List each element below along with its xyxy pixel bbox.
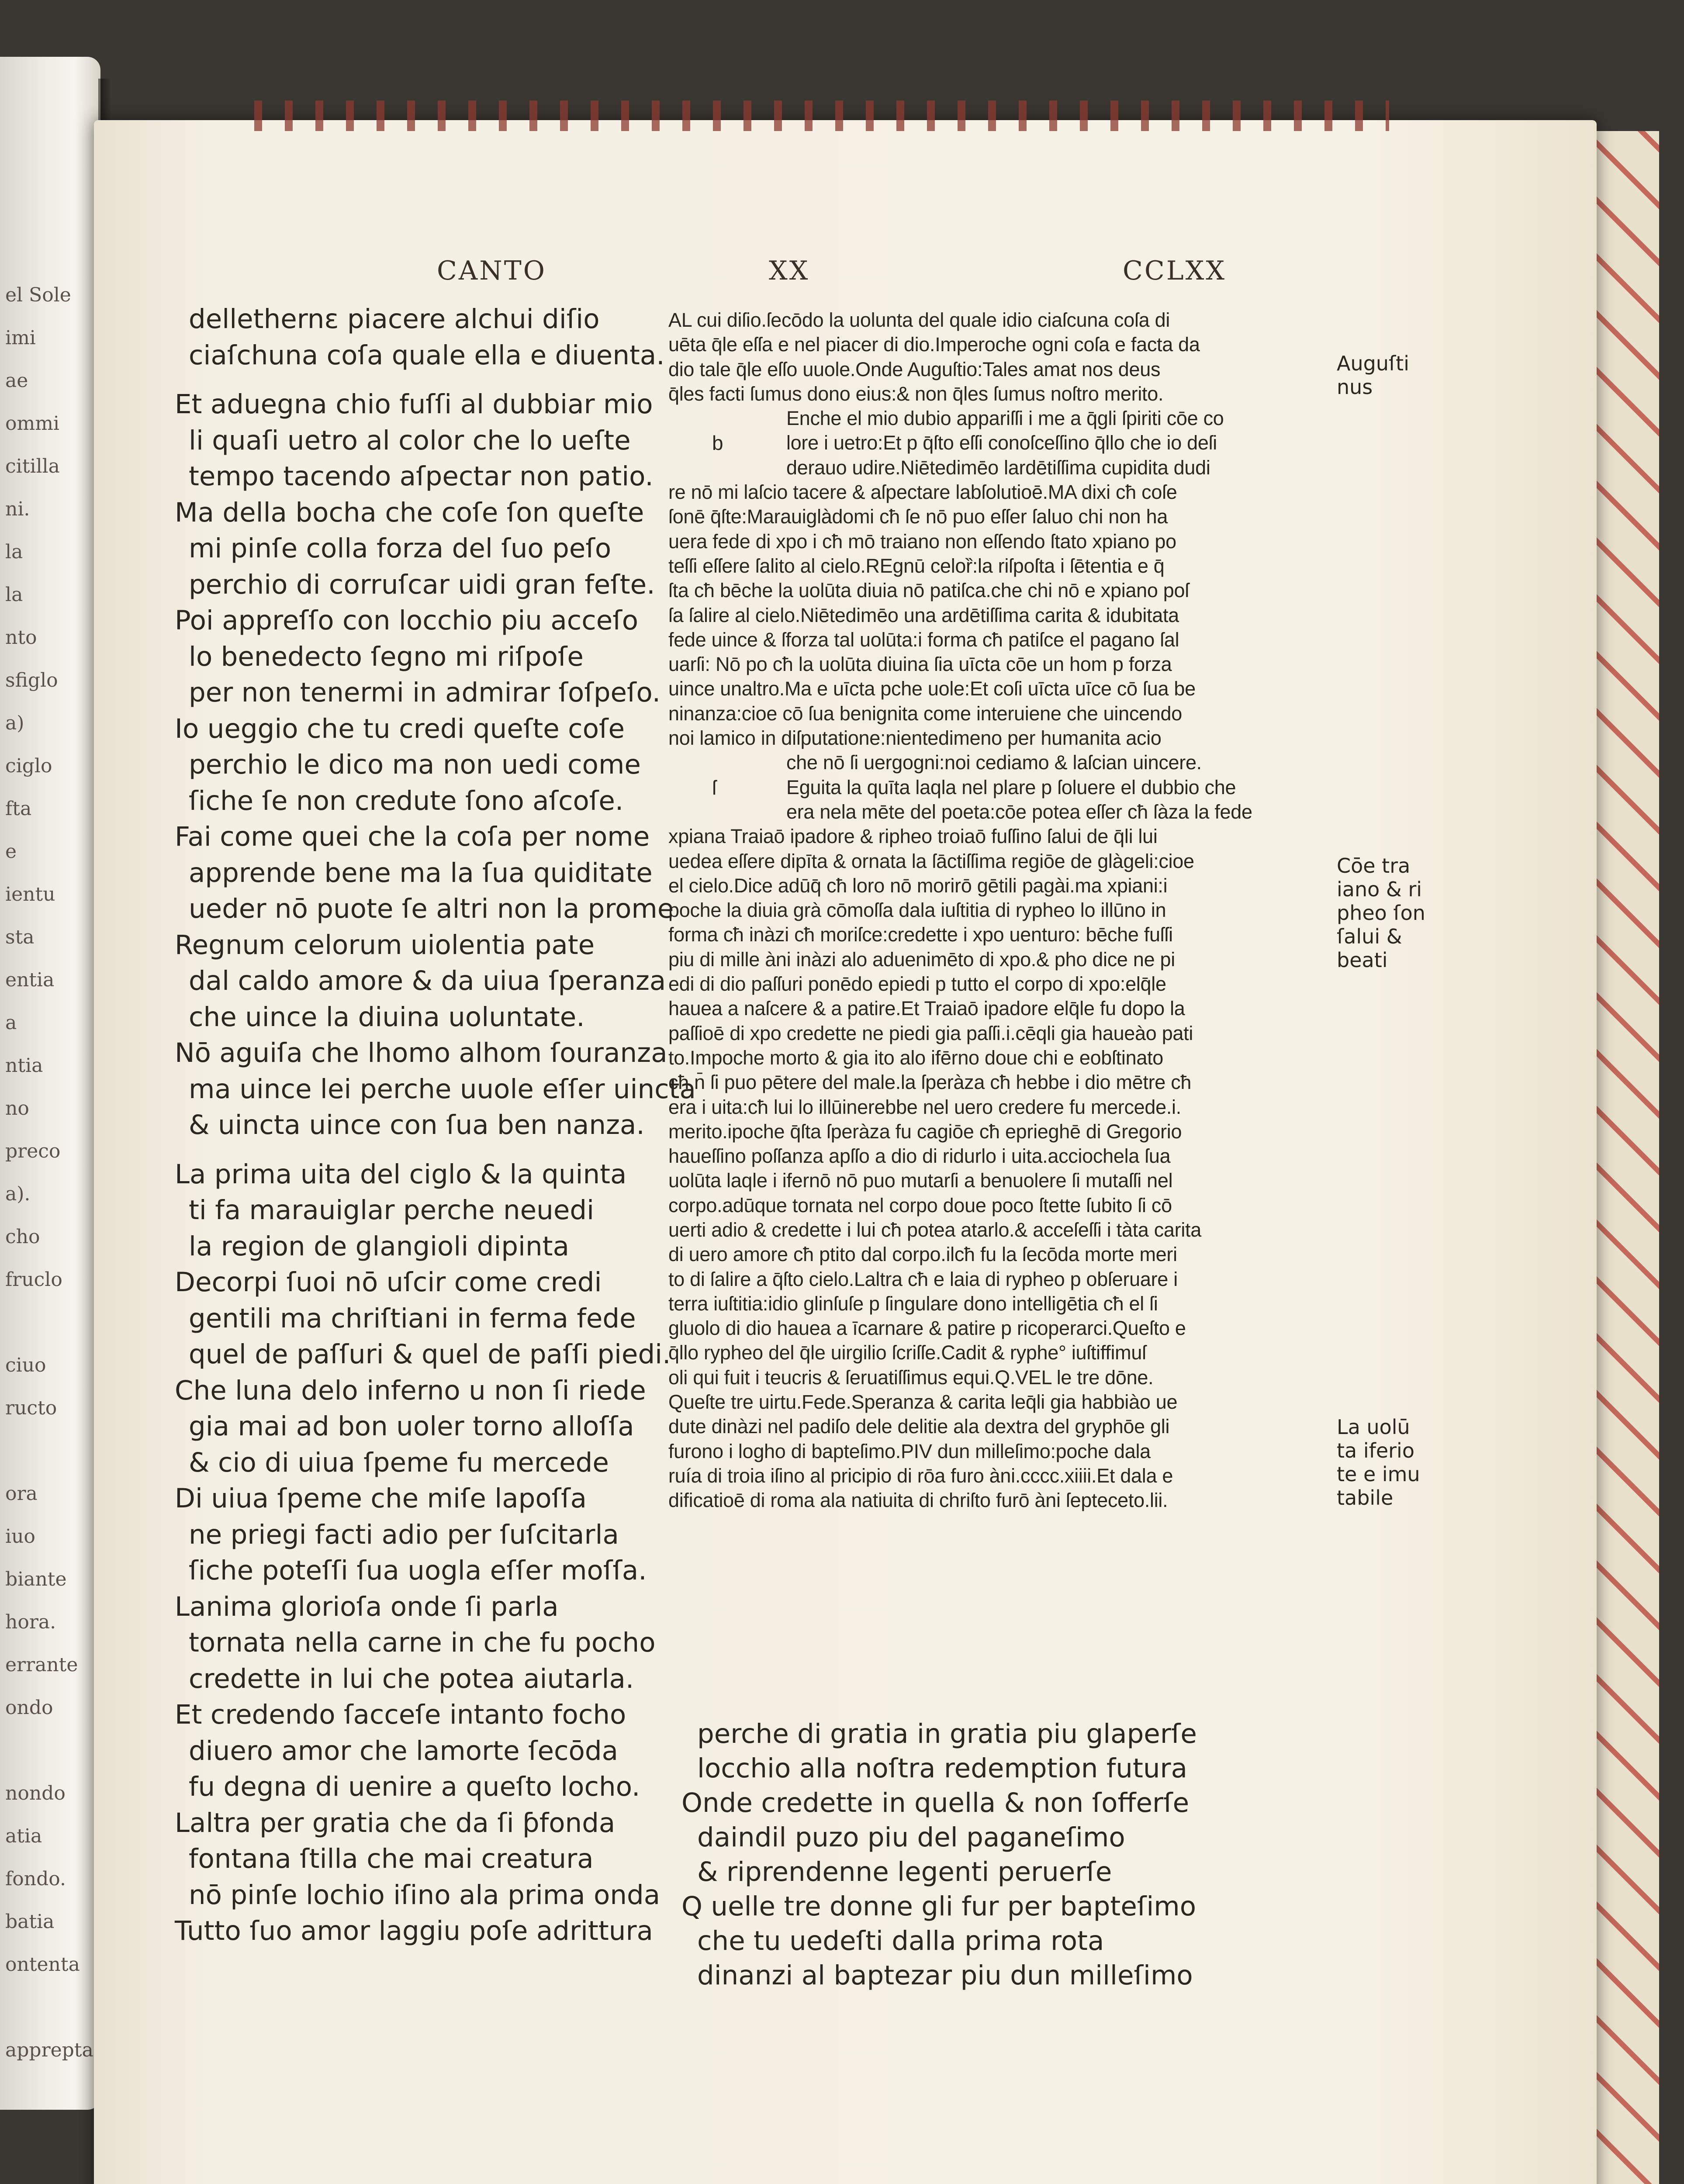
- commentary-line: [668, 554, 1337, 578]
- verse-line: Che luna delo inferno u non ſi riede: [175, 1375, 646, 1406]
- verse-line: lo benedecto ſegno mi riſpoſe: [189, 641, 584, 672]
- commentary-line: [668, 1488, 1337, 1513]
- commentary-text: ſa ſalire al cielo.Niētedimēo una ardētiſſima carita & idubitata: [668, 604, 1179, 626]
- commentary-text: to.Impoche morto & gia ito alo ifērno doue chi e eobſtinato: [668, 1046, 1164, 1069]
- verse-line: Laltra per gratia che da ſi ƥfonda: [175, 1807, 616, 1838]
- verse-line: ti fa marauiglar perche neuedi: [189, 1195, 595, 1226]
- facing-page-fragment: batia: [5, 1911, 55, 1933]
- facing-page-fragment: no: [5, 1097, 29, 1120]
- verse-column-right: [681, 1717, 1293, 1993]
- gloss-line: pheo ſon: [1337, 901, 1425, 925]
- facing-page-fragment: ructo: [5, 1397, 57, 1419]
- facing-page-fragment: citilla: [5, 455, 60, 477]
- commentary-text: q̄les facti ſumus dono eius:& non q̄les ſumus noſtro merito.: [668, 382, 1164, 405]
- commentary-text: uolūta laqle i ifernō nō puo mutarſi a benuolere ſi mutaſſi nel: [668, 1169, 1173, 1192]
- verse-line: Poi appreſſo con locchio piu acceſo: [175, 605, 639, 636]
- verse-line: Et aduegna chio fuſſi al dubbiar mio: [175, 389, 653, 420]
- commentary-line: [668, 1316, 1337, 1341]
- facing-page-fragment: fruclo: [5, 1268, 62, 1291]
- commentary-line: [668, 726, 1337, 750]
- commentary-text: teſſi eſſere ſalito al cielo.REgnū celoȑ:la riſpoſta i ſētentia e q̄: [668, 554, 1165, 577]
- verse-line: che tu uedeſti dalla prima rota: [697, 1925, 1104, 1956]
- commentary-text: haueſſino poſſanza apſſo a dio di ridurlo i uita.acciochela ſua: [668, 1145, 1171, 1168]
- facing-page-fragment: ora: [5, 1482, 38, 1505]
- commentary-text: che nō ſi uergogni:noi cediamo & laſcian uincere.: [786, 751, 1202, 774]
- commentary-line: [668, 898, 1337, 923]
- verse-line: apprende bene ma la ſua quiditate: [189, 857, 653, 888]
- verse-line: per non tenermi in admirar ſoſpeſo.: [189, 677, 661, 708]
- commentary-text: uēta q̄le eſſa e nel piacer di dio.Imperoche ogni coſa e facta da: [668, 333, 1200, 356]
- verse-line: dellethernɛ piacere alchui diſio: [189, 304, 600, 335]
- facing-page-fragment: ientu: [5, 883, 55, 905]
- commentary-line: [668, 1021, 1337, 1046]
- facing-page-fragment: sta: [5, 926, 35, 948]
- verse-line: dal caldo amore & da uiua ſperanza: [189, 965, 666, 996]
- verse-line: mi pinſe colla forza del ſuo peſo: [189, 533, 612, 564]
- verse-line: che uince la diuina uoluntate.: [189, 1001, 585, 1033]
- commentary-line: [668, 529, 1337, 554]
- facing-page-fragment: ontenta: [5, 1953, 80, 1976]
- commentary-line: [668, 947, 1337, 972]
- binding-fold-edge: [1590, 131, 1659, 2184]
- commentary-line: [668, 382, 1337, 406]
- commentary-line: [668, 677, 1337, 701]
- marginal-gloss-volunta: [1337, 1415, 1420, 1510]
- paragraph-marker: ſ: [712, 776, 716, 799]
- verse-line: perchio le dico ma non uedi come: [189, 749, 641, 780]
- commentary-line: [668, 702, 1337, 726]
- facing-page-fragment: preco: [5, 1140, 61, 1162]
- gloss-line: te e imu: [1337, 1462, 1420, 1486]
- verse-line: Nō aguiſa che lhomo alhom ſouranza: [175, 1037, 667, 1068]
- facing-page-fragment: ondo: [5, 1697, 53, 1719]
- facing-page-fragment: a).: [5, 1183, 31, 1205]
- commentary-text: merito.ipoche q̄ſta ſperàza fu cagiōe cħ eprieghē di Gregorio: [668, 1120, 1182, 1143]
- facing-page-fragment: el Sole: [5, 284, 71, 306]
- commentary-line: [668, 750, 1337, 775]
- facing-page-fragment: fta: [5, 798, 32, 820]
- commentary-text: re nō mi laſcio tacere & aſpectare labſolutioē.MA dixi cħ coſe: [668, 481, 1177, 504]
- commentary-text: uarſi: Nō po cħ la uolūta diuina ſia uīcta cōe un hom p forza: [668, 653, 1172, 676]
- gloss-line: La uolū: [1337, 1415, 1410, 1439]
- verse-line: nō pinſe lochio iſino ala prima onda: [189, 1879, 660, 1911]
- commentary-text: piu di mille àni inàzi alo aduenimēto di xpo.& pho dice ne pi: [668, 948, 1175, 971]
- verse-line: diuero amor che lamorte ſecōda: [189, 1735, 618, 1766]
- verse-line: quel de paſſuri & quel de paſſi piedi.: [189, 1339, 671, 1370]
- gloss-line: ta iferio: [1337, 1439, 1414, 1462]
- facing-page-fragment: iuo: [5, 1525, 35, 1548]
- commentary-text: q̄llo rypheo del q̄le uirgilio ſcriſſe.Cadit & ryphe° iuſtiffimuſ: [668, 1341, 1146, 1364]
- gloss-line: Cōe tra: [1337, 854, 1411, 878]
- commentary-text: corpo.adūque tornata nel corpo doue poco ſtette ſubito ſi cō: [668, 1194, 1172, 1216]
- verse-line: Lanima glorioſa onde ſi parla: [175, 1591, 559, 1622]
- commentary-text: terra iuſtitia:idio glinſuſe p ſingulare dono intelligētia cħ el ſi: [668, 1292, 1158, 1315]
- commentary-text: ninanza:cioe cō ſua benignita come interuiene che uincendo: [668, 702, 1182, 725]
- commentary-text: derauo udire.Niētedimēo lardētiſſima cupidita dudi: [786, 456, 1210, 479]
- commentary-text: hauea a naſcere & a patire.Et Traiaō ipadore elq̄le fu dopo la: [668, 997, 1185, 1020]
- gloss-line: tabile: [1337, 1486, 1394, 1510]
- verse-line: tempo tacendo aſpectar non patio.: [189, 461, 654, 492]
- verse-line: Fai come quei che la coſa per nome: [175, 821, 650, 852]
- commentary-line: [668, 456, 1337, 480]
- commentary-line: [668, 652, 1337, 677]
- commentary-line: [668, 357, 1337, 382]
- facing-page-fragment: ciuo: [5, 1354, 46, 1376]
- facing-page-fragment: nto: [5, 626, 37, 649]
- commentary-line: [668, 1046, 1337, 1070]
- commentary-text: dio tale q̄le eſſo uuole.Onde Auguſtio:Tales amat nos deus: [668, 358, 1161, 380]
- commentary-text: oli qui fuit i teucris & ſeruatiſſimus equi.Q.VEL le tre dōne.: [668, 1366, 1154, 1389]
- gloss-line: nus: [1337, 375, 1373, 399]
- commentary-text: fede uince & ſforza tal uolūta:i forma cħ patiſce el pagano ſal: [668, 628, 1179, 651]
- running-head-canto-number: XX: [769, 256, 810, 286]
- commentary-line: [668, 1292, 1337, 1316]
- commentary-line: [668, 1193, 1337, 1218]
- commentary-line: [668, 1070, 1337, 1095]
- facing-page-fragment: fondo.: [5, 1868, 66, 1890]
- commentary-line: [668, 1095, 1337, 1120]
- commentary-line: [668, 1242, 1337, 1267]
- commentary-line: [668, 1390, 1337, 1414]
- stanza-gap: [175, 373, 677, 387]
- stanza-gap: [175, 1144, 677, 1157]
- verse-line: locchio alla noſtra redemption futura: [697, 1753, 1188, 1784]
- facing-page-fragment: a: [5, 1012, 17, 1034]
- commentary-text: el cielo.Dice adūq̄ cħ loro nō morirō gētili pagài.ma xpiani:i: [668, 874, 1168, 897]
- commentary-text: era i uita:cħ lui lo illūinerebbe nel uero credere fu mercede.i.: [668, 1095, 1181, 1118]
- commentary-text: gluolo di dio hauea a īcarnare & patire p ricoperarci.Queſto e: [668, 1317, 1186, 1340]
- commentary-line: [668, 824, 1337, 849]
- commentary-text: furono i logho di bapteſimo.PIV dun milleſimo:poche dala: [668, 1440, 1151, 1462]
- verse-line: ſiche poteſſi ſua uogla eſſer moſſa.: [189, 1555, 647, 1586]
- commentary-text: ſonē q̄ſte:Marauiglàdomi cħ ſe nō puo eſſer ſaluo chi non ha: [668, 505, 1168, 528]
- facing-page-fragment: errante: [5, 1654, 78, 1676]
- verse-line: perche di gratia in gratia piu glaperſe: [697, 1718, 1197, 1749]
- verse-line: Io ueggio che tu credi queſte coſe: [175, 713, 625, 744]
- commentary-line: [668, 1120, 1337, 1144]
- verse-line: ne priegi facti adio per ſuſcitarla: [189, 1519, 619, 1550]
- facing-page-fragment: ae: [5, 370, 28, 392]
- commentary-text: era nela mēte del poeta:cōe potea eſſer cħ ſàza la fede: [786, 800, 1252, 823]
- commentary-line: [668, 874, 1337, 898]
- verse-line: Decorpi ſuoi nō uſcir come credi: [175, 1267, 602, 1298]
- commentary-line: [668, 1267, 1337, 1292]
- verse-line: La prima uita del ciglo & la quinta: [175, 1158, 627, 1190]
- verse-line: & cio di uiua ſpeme fu mercede: [189, 1447, 609, 1478]
- facing-page-fragment: ntia: [5, 1054, 43, 1077]
- commentary-text: forma cħ inàzi cħ moriſce:credette i xpo uenturo: bēche fuſſi: [668, 923, 1173, 946]
- verse-line: gia mai ad bon uoler torno alloſſa: [189, 1411, 634, 1442]
- facing-page-edge: [0, 57, 100, 2110]
- facing-page-fragment: ommi: [5, 412, 60, 435]
- commentary-text: AL cui diſio.ſecōdo la uolunta del quale idio ciaſcuna coſa di: [668, 309, 1170, 331]
- facing-page-fragment: hora.: [5, 1611, 56, 1633]
- facing-page-fragment: apprepta: [5, 2039, 93, 2061]
- facing-page-fragment: imi: [5, 327, 36, 349]
- commentary-text: Eguita la quīta laqla nel plare p ſoluere el dubbio che: [786, 776, 1236, 798]
- commentary-text: noi lamico in diſputatione:nientedimeno per humanita acio: [668, 727, 1162, 750]
- facing-page-fragment: entia: [5, 969, 55, 991]
- commentary-text: paſſioē di xpo credette ne piedi gia paſſi.i.cēqli gia haueào pati: [668, 1022, 1193, 1044]
- commentary-text: uince unaltro.Ma e uīcta pche uole:Et coſi uīcta uīce cō ſua be: [668, 677, 1196, 700]
- facing-page-fragment: atia: [5, 1825, 42, 1847]
- commentary-text: lore i uetro:Et p q̄ſto eſſi conoſceſſino q̄llo che io deſi: [786, 432, 1217, 454]
- commentary-line: [668, 849, 1337, 874]
- commentary-text: xpiana Traiaō ipadore & ripheo troiaō fuſſino ſalui de q̄li lui: [668, 825, 1158, 848]
- commentary-line: [668, 480, 1337, 505]
- verse-line: ciaſchuna coſa quale ella e diuenta.: [189, 339, 665, 371]
- facing-page-fragment: a): [5, 712, 24, 734]
- commentary-text: to di ſalire a q̄ſto cielo.Laltra cħ e laia di rypheo p obſeruare i: [668, 1268, 1178, 1290]
- commentary-line: [668, 628, 1337, 652]
- verse-line: & uincta uince con ſua ben nanza.: [189, 1109, 645, 1140]
- facing-page-fragment: sfiglo: [5, 669, 58, 691]
- verse-line: gentili ma chriſtiani in ferma fede: [189, 1303, 636, 1334]
- commentary-text: di uero amore cħ ptito dal corpo.ilcħ fu la ſecōda morte meri: [668, 1243, 1177, 1266]
- commentary-line: [668, 775, 1337, 800]
- verse-line: ſiche ſe non credute ſono aſcoſe.: [189, 785, 624, 816]
- facing-page-fragment: e: [5, 840, 17, 863]
- facing-page-fragment: biante: [5, 1568, 67, 1590]
- marginal-gloss-traiano: [1337, 854, 1425, 972]
- verse-line: li quaſi uetro al color che lo ueſte: [189, 425, 631, 456]
- commentary-text: Queſte tre uirtu.Fede.Speranza & carita leq̄li gia habbiào ue: [668, 1391, 1178, 1413]
- commentary-line: [668, 1144, 1337, 1168]
- commentary-line: [668, 332, 1337, 357]
- verse-line: fontana ſtilla che mai creatura: [189, 1843, 594, 1874]
- commentary-line: [668, 1414, 1337, 1439]
- gloss-line: beati: [1337, 948, 1388, 972]
- facing-page-fragment: ni.: [5, 498, 30, 520]
- verse-line: dinanzi al baptezar piu dun milleſimo: [697, 1960, 1193, 1991]
- commentary-line: [668, 1439, 1337, 1464]
- commentary-line: [668, 923, 1337, 947]
- gloss-line: ſalui &: [1337, 925, 1402, 948]
- verse-line: Ma della bocha che coſe ſon queſte: [175, 497, 644, 528]
- commentary-line: [668, 800, 1337, 824]
- facing-page-fragment: la: [5, 584, 23, 606]
- gloss-line: Auguſti: [1337, 352, 1409, 375]
- facing-page-fragment: nondo: [5, 1782, 66, 1804]
- commentary-line: [668, 1218, 1337, 1242]
- commentary-text: dificatioē di roma ala natiuita di chriſto furō àni ſepteceto.lii.: [668, 1489, 1168, 1512]
- facing-page-fragment: ciglo: [5, 755, 52, 777]
- running-head-canto: CANTO: [437, 256, 546, 286]
- verse-line: la region de glangioli dipinta: [189, 1230, 569, 1262]
- commentary-text: uerti adio & credette i lui cħ potea atarlo.& acceſeſſi i tàta carita: [668, 1218, 1201, 1241]
- verse-line: & riprendenne legenti peruerſe: [697, 1856, 1112, 1887]
- marginal-gloss-augustinus: [1337, 352, 1409, 399]
- commentary-line: [668, 603, 1337, 628]
- verse-line: Di uiua ſpeme che miſe lapoſſa: [175, 1483, 587, 1514]
- verse-line: tornata nella carne in che fu pocho: [189, 1627, 656, 1658]
- facing-page-fragment: cho: [5, 1226, 40, 1248]
- commentary-text: uedea eſſere dipīta & ornata la ſāctiſſima regiōe de glàgeli:cioe: [668, 850, 1194, 872]
- verse-line: fu degna di uenire a queſto locho.: [189, 1771, 640, 1802]
- verse-line: ma uince lei perche uuole eſſer uincta: [189, 1073, 696, 1105]
- binding-thread-top: [245, 100, 1389, 131]
- verse-column-left: [175, 301, 696, 1949]
- commentary-text: poche la diuia grà cōmoſſa dala iuſtitia di rypheo lo illūno in: [668, 899, 1166, 922]
- folio-number: CCLXX: [1123, 256, 1227, 286]
- commentary-line: [668, 1464, 1337, 1488]
- commentary-line: [668, 996, 1337, 1021]
- verse-line: Et credendo ſacceſe intanto focho: [175, 1699, 626, 1730]
- verse-line: Q uelle tre donne gli fur per bapteſimo: [681, 1891, 1196, 1922]
- verse-line: Regnum celorum uiolentia pate: [175, 929, 595, 961]
- facing-page-fragment: la: [5, 541, 23, 563]
- verse-line: credette in lui che potea aiutarla.: [189, 1663, 634, 1694]
- commentary-line: [668, 578, 1337, 603]
- commentary-text: dute dinàzi nel padiſo dele delitie ala dextra del gryphōe gli: [668, 1415, 1170, 1438]
- commentary-line: [668, 406, 1337, 431]
- commentary-text: edi di dio paſſuri ponēdo epiedi p tutto el corpo di xpo:elq̄le: [668, 973, 1166, 995]
- commentary-text: ruía di troia iſino al pricipio di rōa furo àni.cccc.xiiii.Et dala e: [668, 1464, 1173, 1487]
- gloss-line: iano & ri: [1337, 878, 1422, 901]
- commentary-line: [668, 1341, 1337, 1365]
- commentary-line: [668, 1365, 1337, 1390]
- commentary-text: Enche el mio dubio appariſſi i me a q̄gli ſpiriti cōe co: [786, 407, 1224, 430]
- commentary-line: [668, 431, 1337, 455]
- commentary-text: cħ n̄ ſi puo pētere del male.la ſperàza cħ hebbe i dio mētre cħ: [668, 1071, 1192, 1094]
- paragraph-marker: b: [712, 432, 723, 455]
- verse-line: perchio di corruſcar uidi gran feſte.: [189, 569, 655, 600]
- verse-line: daindil puzo piu del paganeſimo: [697, 1822, 1125, 1853]
- verse-line: ueder nō puote ſe altri non la prome: [189, 893, 674, 924]
- verse-line: Onde credette in quella & non ſofferſe: [681, 1787, 1190, 1818]
- commentary-text: ſta cħ bēche la uolūta diuia nō patiſca.che chi nō e xpiano poſ: [668, 579, 1189, 602]
- commentary-line: [668, 505, 1337, 529]
- commentary-line: [668, 972, 1337, 996]
- verse-line: Tutto ſuo amor laggiu poſe adrittura: [175, 1915, 653, 1946]
- commentary-column: [668, 308, 1337, 1513]
- commentary-line: [668, 1168, 1337, 1193]
- commentary-line: [668, 308, 1337, 332]
- commentary-text: uera fede di xpo i cħ mō traiano non eſſendo ſtato xpiano po: [668, 530, 1176, 553]
